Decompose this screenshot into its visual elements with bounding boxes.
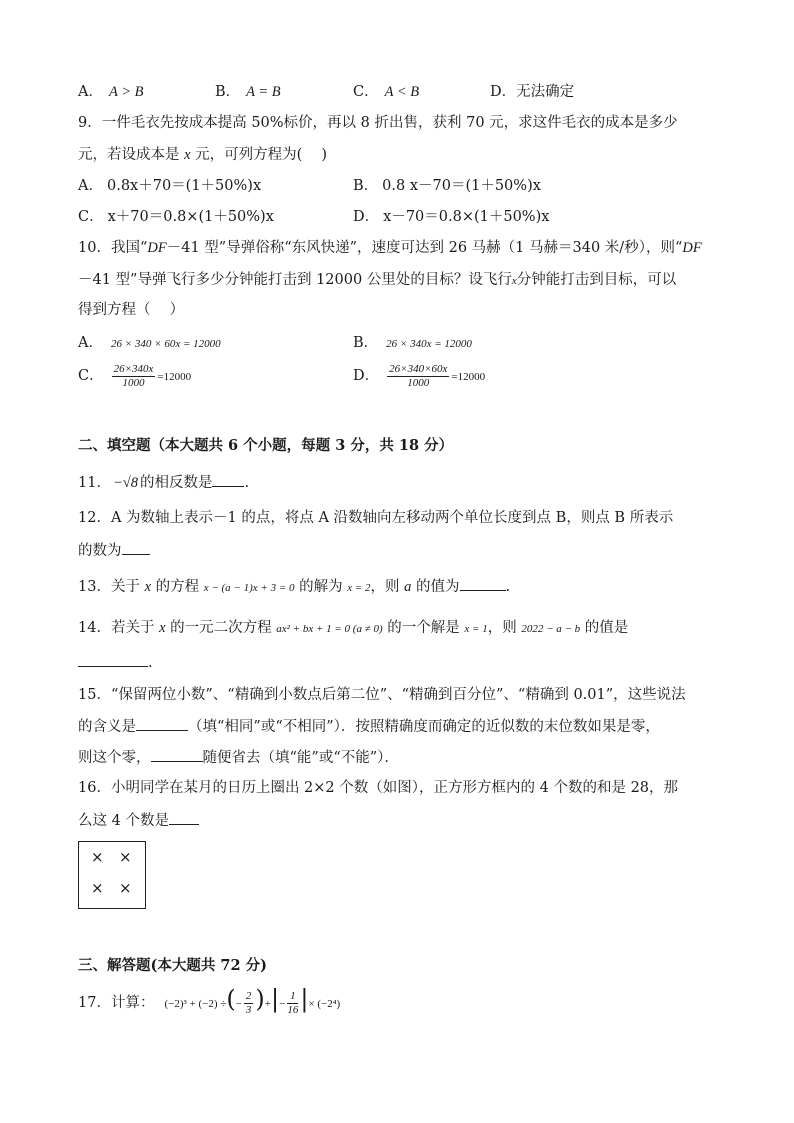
q15-line-1: 15．“保留两位小数”、“精确到小数点后第二位”、“精确到百分位”、“精确到 0.01”，这些说法 — [78, 687, 686, 703]
equation: ax² + bx + 1 = 0 (a ≠ 0) — [276, 623, 383, 635]
math-expr: −√8 — [112, 475, 138, 491]
calendar-box-figure — [78, 841, 146, 909]
text: ，则 — [370, 579, 405, 595]
option-expr: 0.8x＋70＝(1＋50%)x — [106, 178, 262, 194]
q10-option-b — [353, 333, 472, 354]
text: 17．计算： — [78, 995, 155, 1011]
q9-option-b — [353, 176, 541, 196]
q9-line-2 — [78, 145, 327, 165]
equation: x − (a − 1)x + 3 = 0 — [203, 582, 295, 594]
q13 — [78, 576, 510, 598]
q16-line-1: 16．小明同学在某月的日历上圈出 2×2 个数（如图），正方形方框内的 4 个数的和是 28，那 — [78, 780, 679, 796]
text: －41 型”导弹俗称“东风快递”，速度可达到 26 马赫（1 马赫＝340 米/秒），则“ — [166, 240, 683, 256]
q9-option-d — [353, 207, 549, 227]
variable: x — [511, 275, 517, 287]
text: . — [244, 475, 250, 491]
option-label: B． — [353, 178, 379, 194]
text: 的一元二次方程 — [165, 620, 277, 636]
q12-line-1: 12．A 为数轴上表示－1 的点，将点 A 沿数轴向左移动两个单位长度到点 B，则点 B 所表示 — [78, 510, 674, 526]
text: 的含义是 — [78, 719, 136, 735]
text: 14．若关于 — [78, 620, 160, 636]
solution: x = 1 — [464, 623, 488, 635]
text: 么这 4 个数是 — [78, 813, 169, 829]
cross-mark: × — [119, 848, 132, 866]
q8-option-d — [490, 82, 574, 102]
answer-blank[interactable] — [78, 652, 148, 667]
text: 的数为 — [78, 543, 122, 559]
option-expr: A < B — [384, 84, 420, 100]
variable: x — [184, 147, 191, 163]
q8-option-b — [215, 82, 281, 102]
denominator: 1000 — [122, 376, 145, 389]
numerator: 1 — [287, 990, 298, 1004]
q10-option-d — [353, 358, 485, 395]
fraction — [287, 990, 298, 1017]
text: 的相反数是 — [139, 475, 213, 491]
cross-mark: × — [91, 879, 104, 897]
rhs: =12000 — [451, 371, 486, 383]
q9-option-c — [78, 207, 274, 227]
text: ，则 — [487, 620, 522, 636]
q15-line-3 — [78, 747, 399, 768]
answer-blank[interactable] — [212, 472, 244, 487]
variable: x — [159, 620, 166, 636]
text: 10．我国“ — [78, 240, 148, 256]
option-label: A． — [78, 178, 103, 194]
minus-sign: − — [235, 998, 242, 1010]
q10-line-1 — [78, 238, 702, 258]
expression: 2022 − a − b — [521, 623, 581, 635]
option-label: D． — [490, 84, 517, 100]
text: 的值为 — [411, 579, 460, 595]
option-expr: 26 × 340 × 60x = 12000 — [110, 338, 221, 350]
option-label: B． — [353, 335, 379, 351]
text: 的一个解是 — [382, 620, 465, 636]
q8-option-a — [78, 82, 143, 102]
text: 元，可列方程为( ) — [190, 147, 328, 163]
option-label: D． — [353, 368, 380, 384]
math-expr: (−2)³ + (−2) ÷ — [164, 998, 227, 1010]
text: （填“相同”或“不相同”）．按照精确度而确定的近似数的末位数如果是零， — [188, 719, 660, 735]
numerator: 26×340×60x — [389, 362, 448, 375]
option-label: C． — [78, 209, 104, 225]
q12-line-2 — [78, 540, 150, 561]
q14-line-1 — [78, 618, 628, 639]
option-label: A． — [78, 84, 103, 100]
text: 的方程 — [151, 579, 204, 595]
answer-blank[interactable] — [151, 747, 203, 762]
rhs: =12000 — [157, 371, 192, 383]
option-expr: x－70＝0.8×(1＋50%)x — [383, 209, 550, 225]
denominator: 1000 — [407, 376, 430, 389]
variable: DF — [682, 240, 702, 256]
section-2-heading: 二、填空题（本大题共 6 个小题，每题 3 分，共 18 分） — [78, 437, 454, 454]
text: . — [505, 579, 511, 595]
option-expr: 0.8 x－70＝(1＋50%)x — [382, 178, 541, 194]
text: . — [148, 655, 153, 671]
denominator: 3 — [245, 1003, 252, 1016]
abs-bar: | — [300, 985, 309, 1013]
option-expr: 无法确定 — [516, 84, 575, 100]
option-expr: A > B — [108, 84, 144, 100]
fraction — [112, 363, 156, 390]
denominator: 16 — [287, 1003, 299, 1016]
section-3-heading: 三、解答题(本大题共 72 分) — [78, 957, 267, 974]
answer-blank[interactable] — [136, 716, 188, 731]
answer-blank[interactable] — [169, 810, 199, 825]
option-label: C． — [78, 368, 104, 384]
option-expr: 26 × 340x = 12000 — [386, 338, 472, 350]
variable: x — [144, 579, 151, 595]
solution: x = 2 — [347, 582, 371, 594]
option-label: C． — [353, 84, 379, 100]
q10-option-a — [78, 333, 221, 354]
option-label: B． — [215, 84, 241, 100]
numerator: 2 — [245, 989, 252, 1002]
fraction — [244, 990, 254, 1017]
q10-line-2 — [78, 270, 676, 291]
fraction — [387, 363, 449, 390]
paren-close: ) — [255, 985, 265, 1013]
option-expr: A = B — [246, 84, 281, 100]
variable: DF — [147, 240, 167, 256]
q10-option-c — [78, 358, 191, 395]
q8-option-c — [353, 82, 419, 102]
text: 则这个零， — [78, 750, 151, 766]
text: 随便省去（填“能”或“不能”）． — [202, 750, 399, 766]
q17 — [78, 980, 340, 1023]
q11 — [78, 472, 249, 493]
text: －41 型”导弹飞行多少分钟能打击到 12000 公里处的目标？设飞行 — [78, 272, 512, 288]
text: 元，若设成本是 — [78, 147, 185, 163]
q10-line-3: 得到方程（ ） — [78, 302, 185, 318]
abs-bar: | — [271, 985, 280, 1013]
answer-blank[interactable] — [122, 540, 150, 555]
option-label: D． — [353, 209, 380, 225]
paren-open: ( — [226, 985, 236, 1013]
text: 分钟能打击到目标，可以 — [516, 272, 677, 288]
variable: a — [404, 579, 412, 595]
text: 11． — [78, 475, 111, 491]
cross-mark: × — [91, 848, 104, 866]
q15-line-2 — [78, 716, 660, 737]
plus-sign: + — [264, 998, 271, 1010]
text: 的值是 — [580, 620, 629, 636]
math-expr: × (−2⁴) — [308, 998, 341, 1010]
q14-line-2 — [78, 652, 153, 673]
q9-line-1: 9．一件毛衣先按成本提高 50%标价，再以 8 折出售，获利 70 元，求这件毛衣的成本是多少 — [78, 115, 678, 131]
cross-mark: × — [119, 879, 132, 897]
q9-option-a — [78, 176, 261, 196]
answer-blank[interactable] — [460, 576, 506, 591]
q16-line-2 — [78, 810, 199, 831]
option-label: A． — [78, 335, 103, 351]
text: 13．关于 — [78, 579, 145, 595]
text: 的解为 — [294, 579, 348, 595]
option-expr: x＋70＝0.8×(1＋50%)x — [107, 209, 274, 225]
minus-sign: − — [279, 998, 286, 1010]
numerator: 26×340x — [113, 362, 154, 375]
